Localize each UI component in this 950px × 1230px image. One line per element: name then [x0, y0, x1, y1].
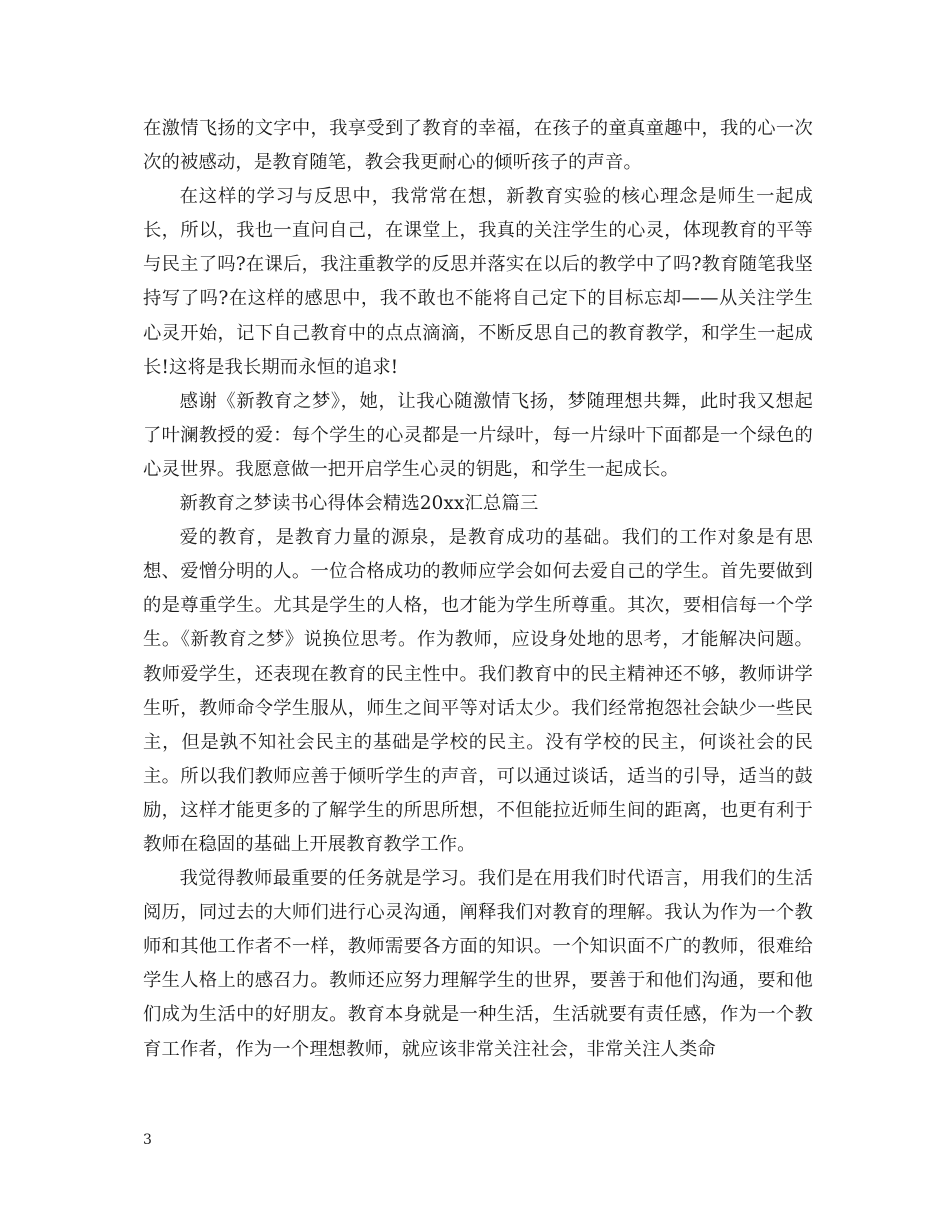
paragraph-4: 爱的教育，是教育力量的源泉，是教育成功的基础。我们的工作对象是有思想、爱憎分明的人。一位合格成功的教师应学会如何去爱自己的学生。首先要做到的是尊重学生。尤其是学生的人格，也才能为学生所尊重。其次，要相信每一个学生。《新教育之梦》说换位思考。作为教师，应设身处地的思考，才能解决问题。教师爱学生，还表现在教育的民主性中。我们教育中的民主精神还不够，教师讲学生听，教师命令学生服从，师生之间平等对话太少。我们经常抱怨社会缺少一些民主，但是孰不知社会民主的基础是学校的民主。没有学校的民主，何谈社会的民主。所以我们教师应善于倾听学生的声音，可以通过谈话，适当的引导，适当的鼓励，这样才能更多的了解学生的所思所想，不但能拉近师生间的距离，也更有利于教师在稳固的基础上开展教育教学工作。 — [143, 527, 813, 855]
paragraph-5: 我觉得教师最重要的任务就是学习。我们是在用我们时代语言，用我们的生活阅历，同过去的大师们进行心灵沟通，阐释我们对教育的理解。我认为作为一个教师和其他工作者不一样，教师需要各方面的知识。一个知识面不广的教师，很难给学生人格上的感召力。教师还应努力理解学生的世界，要善于和他们沟通，要和他们成为生活中的好朋友。教育本身就是一种生活，生活就要有责任感，作为一个教育工作者，作为一个理想教师，就应该非常关注社会，非常关注人类命 — [143, 868, 813, 1060]
paragraph-1: 在激情飞扬的文字中，我享受到了教育的幸福，在孩子的童真童趣中，我的心一次次的被感动，是教育随笔，教会我更耐心的倾听孩子的声音。 — [143, 118, 813, 174]
document-body — [143, 112, 813, 1067]
paragraph-2: 在这样的学习与反思中，我常常在想，新教育实验的核心理念是师生一起成长，所以，我也一直问自己，在课堂上，我真的关注学生的心灵，体现教育的平等与民主了吗?在课后，我注重教学的反思并落实在以后的教学中了吗?教育随笔我坚持写了吗?在这样的感思中，我不敢也不能将自己定下的目标忘却——从关注学生心灵开始，记下自己教育中的点点滴滴，不断反思自己的教育教学，和学生一起成长!这将是我长期而永恒的追求! — [143, 186, 813, 378]
page-number: 3 — [143, 1132, 152, 1148]
section-heading: 新教育之梦读书心得体会精选20xx汇总篇三 — [179, 493, 539, 515]
paragraph-3: 感谢《新教育之梦》，她，让我心随激情飞扬，梦随理想共舞，此时我又想起了叶澜教授的爱：每个学生的心灵都是一片绿叶，每一片绿叶下面都是一个绿色的心灵世界。我愿意做一把开启学生心灵的钥匙，和学生一起成长。 — [143, 390, 813, 480]
